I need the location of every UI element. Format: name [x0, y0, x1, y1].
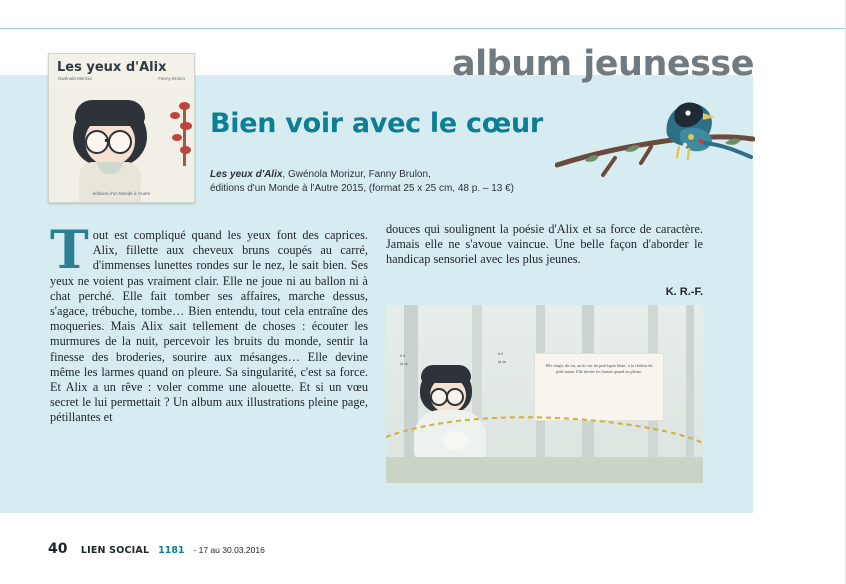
- page-footer: [48, 540, 265, 558]
- footer-date: - 17 au 30.03.2016: [193, 545, 265, 555]
- cover-leaf-icon: [180, 122, 192, 130]
- credit-authors: , Gwénola Morizur, Fanny Brulon,: [282, 169, 431, 180]
- bird-eye-icon: [685, 110, 690, 115]
- cover-glasses-bridge: [105, 139, 110, 142]
- article-body-1: out est compliqué quand les yeux font des caprices. Alix, fillette aux cheveux bruns coupés au carré, d'immenses lunettes rondes sur le nez, le sait bien. Ses yeux ne voient pas vraiment clair. Elle ne joue ni au ballon ni à chat perché. Elle fait tomber ses affaires, marche dessus, s'agace, trébuche, tombe… Bien entendu, tout cela entraîne des moqueries. Mais Alix sait tellement de choses : écouter les murmures de la nuit, percevoir les bruits du monde, sentir la finesse des broderies, sourire aux mésanges… Elle devine même les larmes quand on pleure. Sa singularité, c'est sa force. Et Alix a un rêve : voler comme une alouette. Et si un vœu secret le lui permettait ? Un album aux illustrations pleine page, pétillantes et: [50, 228, 368, 425]
- bird-svg: [555, 95, 755, 210]
- article-body-2: douces qui soulignent la poésie d'Alix et sa force de caractère. Jamais elle ne s'avoue vaincue. Une belle façon d'aborder le handicap sensoriel avec les plus jeunes.: [386, 222, 703, 267]
- cover-girl-fringe: [75, 100, 145, 126]
- cover-branch: [183, 106, 186, 166]
- article-byline: K. R.-F.: [665, 286, 703, 298]
- section-title: album jeunesse: [452, 44, 754, 84]
- bird-illustration: [555, 95, 755, 210]
- book-credit: [210, 168, 540, 195]
- article-column-1: [50, 220, 368, 426]
- bird-pattern-dot: [683, 143, 687, 147]
- cover-title: Les yeux d'Alix: [57, 60, 167, 75]
- cover-leaf-icon: [172, 134, 182, 141]
- illustration-girl-fringe: [421, 365, 471, 383]
- cover-glasses-icon: [85, 130, 109, 154]
- rope-svg: [386, 409, 703, 449]
- sound-label: ta ta: [498, 359, 506, 364]
- header-rule: [0, 28, 846, 29]
- illustration-glasses-icon: [446, 388, 464, 406]
- bird-legs: [677, 147, 689, 159]
- inner-illustration: [386, 305, 703, 483]
- cover-publisher: éditions d'un Monde à l'Autre: [92, 191, 151, 196]
- illustration-panel-text: Elle réagit, dit-on, au tic-tac du petit lapin blanc, à la chaleur du petit matin. Elle devine les larmes quand on pleure.: [545, 363, 653, 374]
- cover-glasses-icon: [108, 130, 132, 154]
- bird-pattern-dot: [688, 134, 694, 140]
- cover-author-left: Gwénola Morizur: [58, 76, 93, 81]
- branch-leaf-icon: [725, 139, 741, 145]
- bird-tail: [705, 143, 751, 157]
- rope-path: [386, 417, 703, 443]
- footer-issue: 1181: [158, 545, 185, 556]
- cover-leaf-icon: [180, 146, 191, 154]
- cover-author-right: Fanny Brulon: [158, 76, 185, 81]
- illustration-ground: [386, 457, 703, 483]
- bird-pattern-dot: [699, 139, 704, 144]
- cover-leaf-icon: [179, 102, 190, 110]
- credit-book-title: Les yeux d'Alix: [210, 169, 283, 180]
- footer-publication: LIEN SOCIAL: [80, 545, 150, 556]
- article-column-2: [386, 222, 703, 268]
- article-headline: Bien voir avec le cœur: [210, 108, 543, 139]
- cover-leaf-icon: [170, 112, 180, 119]
- sound-label: ta ta: [400, 361, 408, 366]
- footer-page-number: 40: [48, 541, 68, 557]
- credit-publisher: éditions d'un Monde à l'Autre 2015, (format 25 x 25 cm, 48 p. – 13 €): [210, 182, 514, 194]
- article-dropcap: T: [50, 220, 89, 281]
- sound-label: ti ti: [498, 351, 504, 356]
- sound-label: ti ti: [400, 353, 406, 358]
- book-cover-image: [48, 53, 195, 203]
